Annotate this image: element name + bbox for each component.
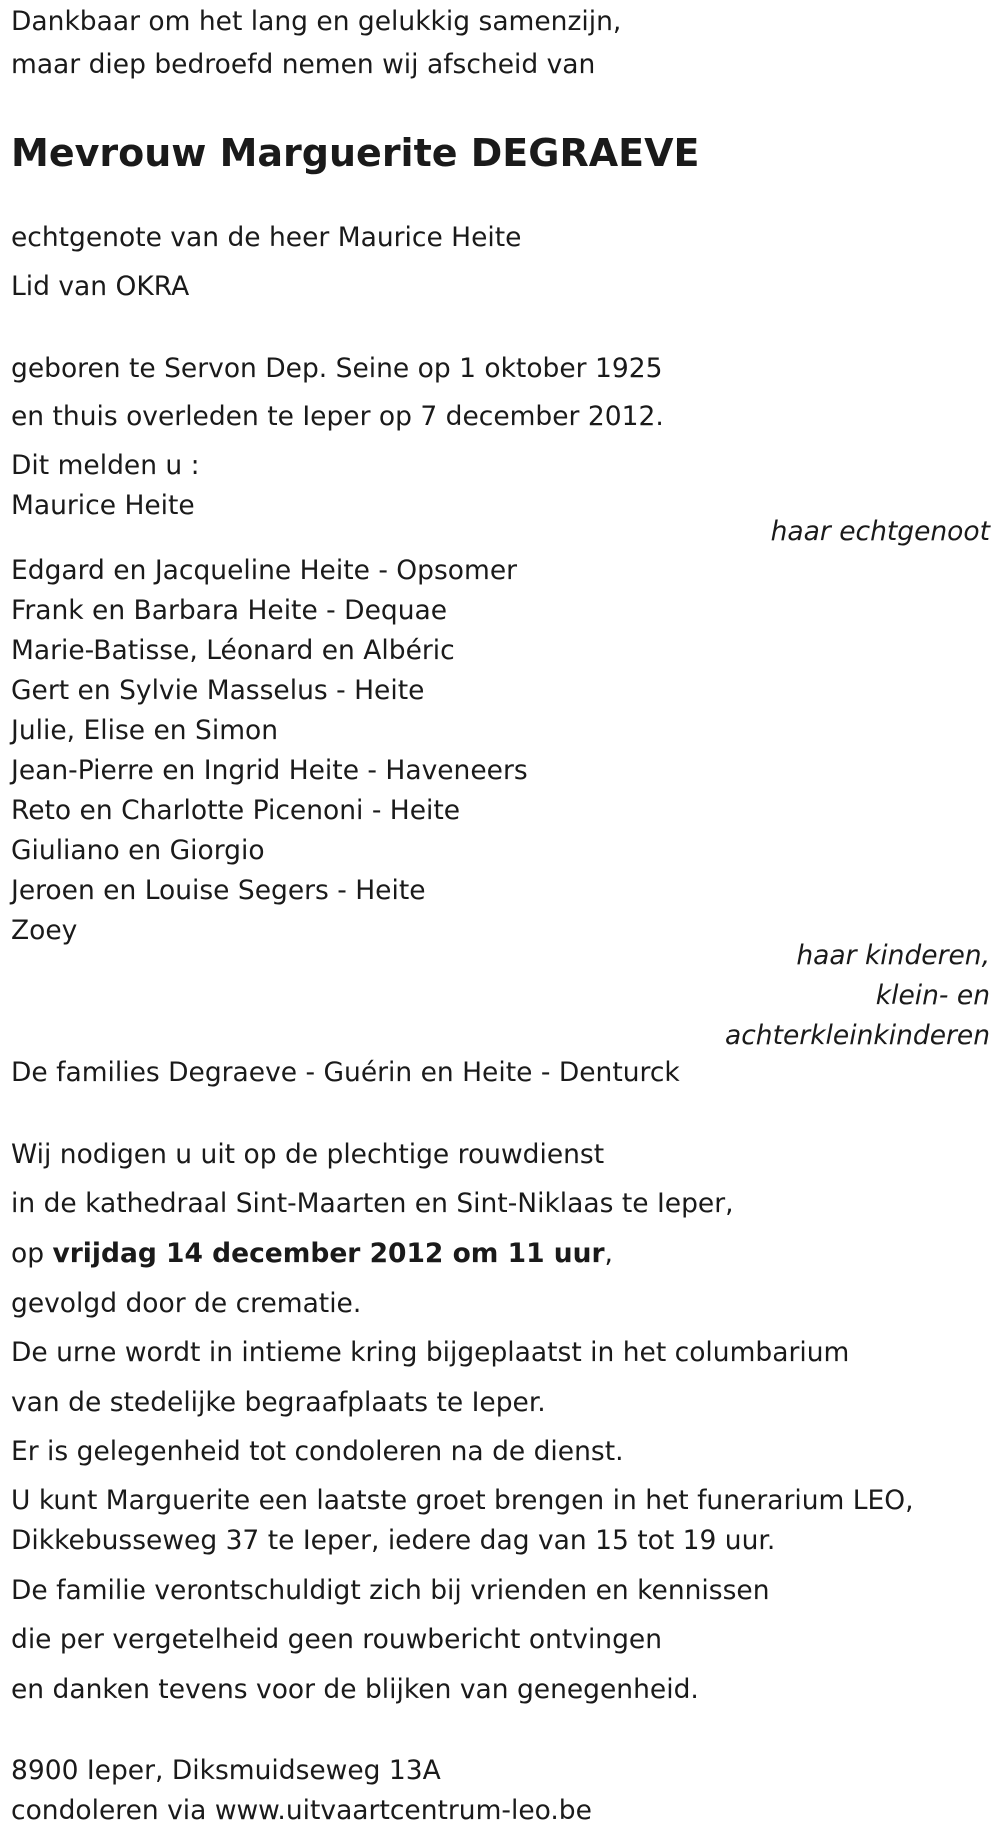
family-role-line: haar kinderen,: [796, 940, 990, 971]
service-line-4: gevolgd door de crematie.: [11, 1288, 362, 1319]
member-line: Lid van OKRA: [11, 271, 190, 302]
service-line-5: De urne wordt in intieme kring bijgeplaatst in het columbarium: [11, 1337, 850, 1368]
service-line-2: in de kathedraal Sint-Maarten en Sint-Niklaas te Ieper,: [11, 1188, 734, 1219]
service-line-6: van de stedelijke begraafplaats te Ieper.: [11, 1387, 546, 1418]
announce-intro: Dit melden u :: [11, 450, 200, 481]
death-line: en thuis overleden te Ieper op 7 december 2012.: [11, 401, 664, 432]
service-date-suffix: ,: [604, 1238, 613, 1269]
family-member: Marie-Batisse, Léonard en Albéric: [11, 635, 455, 666]
family-member: Reto en Charlotte Picenoni - Heite: [11, 795, 461, 826]
birth-line: geboren te Servon Dep. Seine op 1 oktober 1925: [11, 353, 663, 384]
families-line: De families Degraeve - Guérin en Heite - Denturck: [11, 1057, 680, 1088]
family-member: Edgard en Jacqueline Heite - Opsomer: [11, 555, 518, 586]
service-date-prefix: op: [11, 1238, 53, 1269]
service-line-11: die per vergetelheid geen rouwbericht ontvingen: [11, 1624, 663, 1655]
intro-line-1: Dankbaar om het lang en gelukkig samenzijn,: [11, 6, 622, 37]
family-role-line: klein- en: [875, 980, 990, 1011]
family-member: Giuliano en Giorgio: [11, 835, 265, 866]
spouse-name: Maurice Heite: [11, 490, 195, 521]
footer-condolence: condoleren via www.uitvaartcentrum-leo.be: [11, 1795, 592, 1826]
service-line-1: Wij nodigen u uit op de plechtige rouwdienst: [11, 1139, 605, 1170]
family-member: Julie, Elise en Simon: [11, 715, 279, 746]
spouse-line: echtgenote van de heer Maurice Heite: [11, 222, 522, 253]
family-role-line: achterkleinkinderen: [725, 1020, 990, 1051]
service-line-9: Dikkebusseweg 37 te Ieper, iedere dag van 15 tot 19 uur.: [11, 1525, 776, 1556]
deceased-name: Mevrouw Marguerite DEGRAEVE: [11, 131, 700, 175]
footer-address: 8900 Ieper, Diksmuidseweg 13A: [11, 1755, 441, 1786]
service-line-8: U kunt Marguerite een laatste groet brengen in het funerarium LEO,: [11, 1485, 914, 1516]
service-date-line: [11, 1238, 613, 1270]
service-line-10: De familie verontschuldigt zich bij vrienden en kennissen: [11, 1575, 770, 1606]
service-date: vrijdag 14 december 2012 om 11 uur: [52, 1238, 605, 1269]
family-member: Jeroen en Louise Segers - Heite: [11, 875, 426, 906]
spouse-role: haar echtgenoot: [770, 516, 990, 547]
service-line-12: en danken tevens voor de blijken van genegenheid.: [11, 1674, 699, 1705]
family-member: Gert en Sylvie Masselus - Heite: [11, 675, 425, 706]
service-line-7: Er is gelegenheid tot condoleren na de dienst.: [11, 1436, 624, 1467]
intro-line-2: maar diep bedroefd nemen wij afscheid van: [11, 49, 596, 80]
family-member: Zoey: [11, 915, 78, 946]
family-member: Frank en Barbara Heite - Dequae: [11, 595, 448, 626]
family-member: Jean-Pierre en Ingrid Heite - Haveneers: [11, 755, 528, 786]
